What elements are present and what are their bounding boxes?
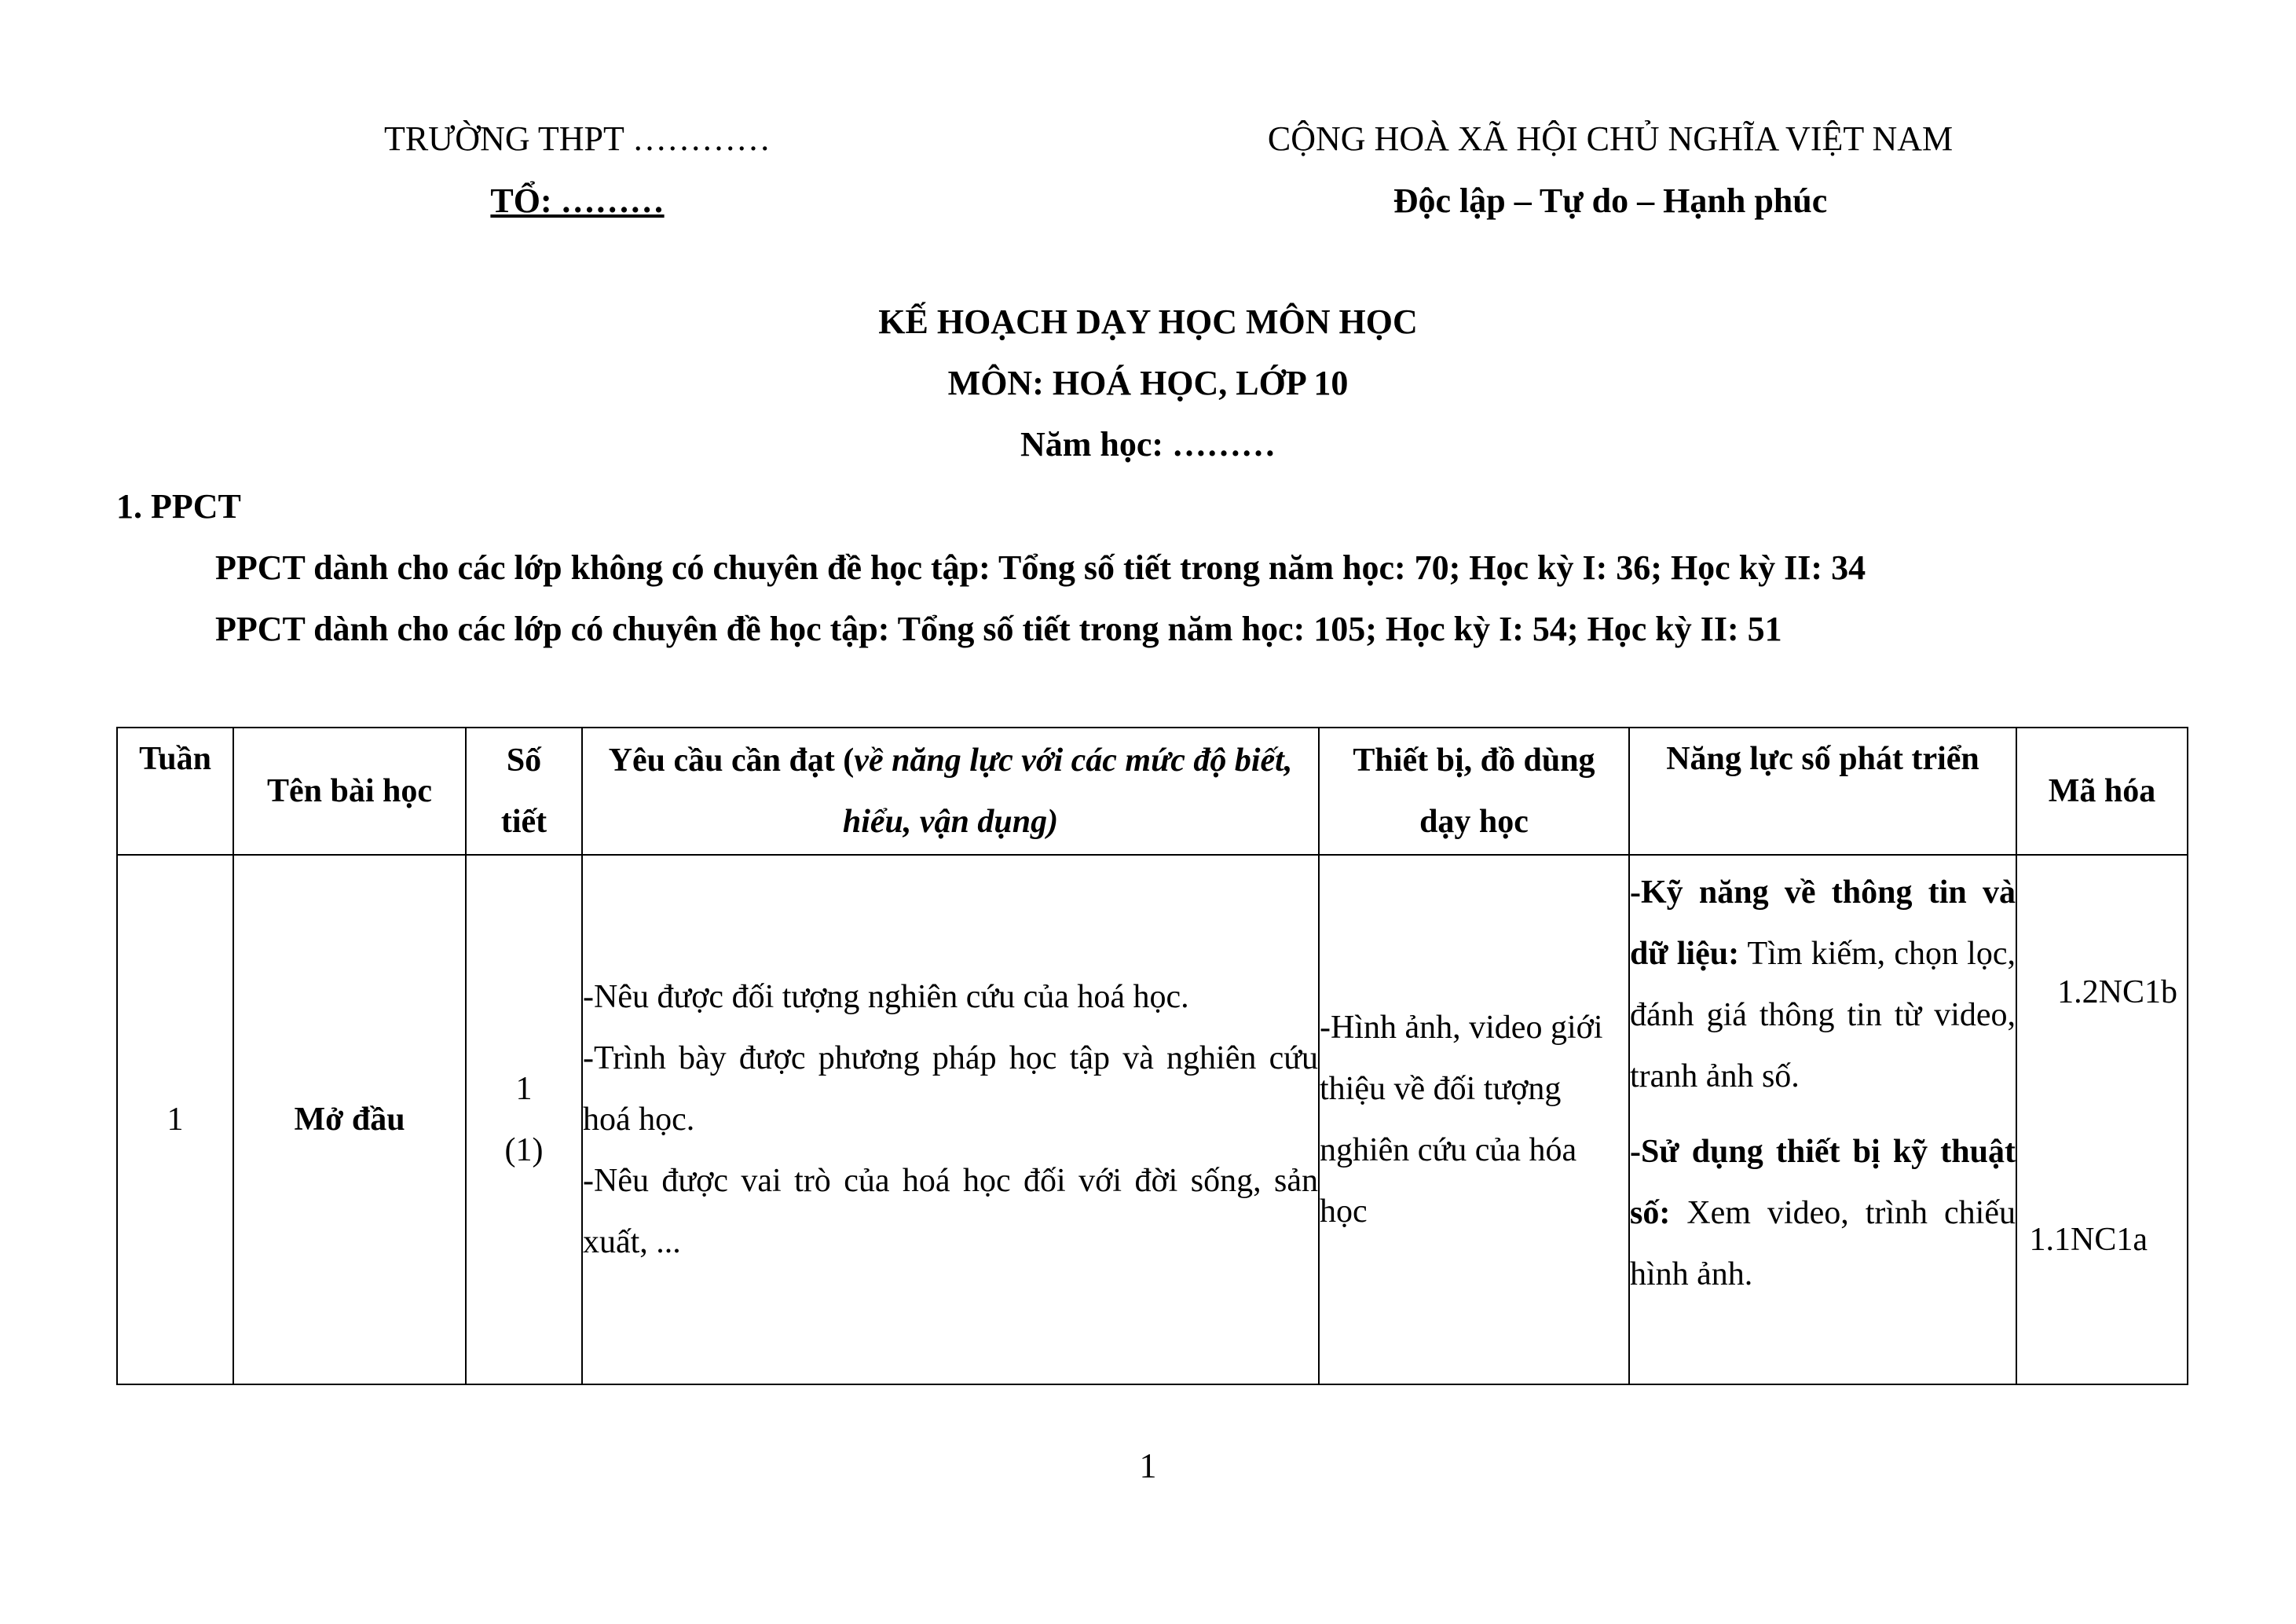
competency-code: 1.2NC1b [2057,974,2177,1010]
periods-note: (1) [504,1132,544,1168]
digital-skill-item [1630,1121,2016,1305]
header-week-label: Tuần [139,741,211,777]
digital-skill-dash: - [1630,1134,1641,1170]
digital-skill-title: Sử dụng thiết bị kỹ thuật số: [1630,1134,2016,1231]
digital-skill-item [1630,862,2016,1107]
header-code-label: Mã hóa [2048,773,2156,809]
cell-lesson [233,855,466,1384]
section-heading: 1. PPCT [116,487,241,526]
cell-digital-skills [1629,855,2016,1384]
table-header-row [117,728,2188,855]
equipment-text: -Hình ảnh, video giới thiệu về đối tượng nghiên cứu của hóa học [1320,1010,1603,1230]
school-name: TRƯỜNG THPT ………… [383,119,771,158]
cell-equipment [1319,855,1629,1384]
subject-title: MÔN: HOÁ HỌC, LỚP 10 [947,364,1349,402]
digital-skill-text: Xem video, trình chiếu hình ảnh. [1630,1195,2016,1292]
table-row [117,855,2188,1384]
week-value: 1 [167,1102,184,1138]
digital-skill-dash: - [1630,874,1641,911]
cell-requirements [582,855,1319,1384]
requirement-item: -Nêu được vai trò của hoá học đối với đời sống, sản xuất, ... [583,1163,1318,1260]
header-lesson-label: Tên bài học [266,773,433,809]
national-motto: Độc lập – Tự do – Hạnh phúc [1393,181,1828,220]
header-lesson [233,728,466,855]
digital-skill-text: Tìm kiếm, chọn lọc, đánh giá thông tin từ video, tranh ảnh số. [1630,936,2016,1094]
school-year: Năm học: ……… [1020,425,1276,464]
periods-count: 1 [515,1071,533,1107]
header-requirements-label: Yêu cầu cần đạt ( [608,742,855,779]
code-list [2017,856,2187,1377]
competency-code: 1.1NC1a [2029,1222,2148,1258]
teaching-plan-table [116,727,2188,1385]
requirement-item: -Trình bày được phương pháp học tập và nghiên cứu hoá học. [583,1040,1318,1138]
page-number: 1 [1139,1446,1157,1485]
lesson-name: Mở đầu [294,1102,405,1138]
cell-periods [466,855,582,1384]
ppct-line-with-topic: PPCT dành cho các lớp có chuyên đề học tập: Tổng số tiết trong năm học: 105; Học kỳ I: 54; Học kỳ II: 51 [215,610,1782,648]
country-name: CỘNG HOÀ XÃ HỘI CHỦ NGHĨA VIỆT NAM [1267,119,1954,158]
digital-skill-title: Kỹ năng về thông tin và dữ liệu: [1630,874,2016,972]
requirement-item: -Nêu được đối tượng nghiên cứu của hoá học. [583,979,1189,1015]
header-periods [466,728,582,855]
header-digital-label: Năng lực số phát triển [1666,741,1979,777]
header-requirements [582,728,1319,855]
header-requirements-italic: về năng lực với các mức độ biết, hiểu, vận dụng) [842,742,1293,840]
header-code [2016,728,2188,855]
cell-code [2016,855,2188,1384]
header-periods-label: Số tiết [500,742,547,840]
plan-title: KẾ HOẠCH DẠY HỌC MÔN HỌC [878,302,1418,341]
cell-week [117,855,233,1384]
header-digital-skills [1629,728,2016,855]
header-equipment-label: Thiết bị, đồ dùng dạy học [1353,742,1595,840]
header-equipment [1319,728,1629,855]
group-name: TỔ: ……… [490,181,665,220]
header-week [117,728,233,855]
ppct-line-no-topic: PPCT dành cho các lớp không có chuyên đề học tập: Tổng số tiết trong năm học: 70; Học kỳ I: 36; Học kỳ II: 34 [215,548,1866,587]
